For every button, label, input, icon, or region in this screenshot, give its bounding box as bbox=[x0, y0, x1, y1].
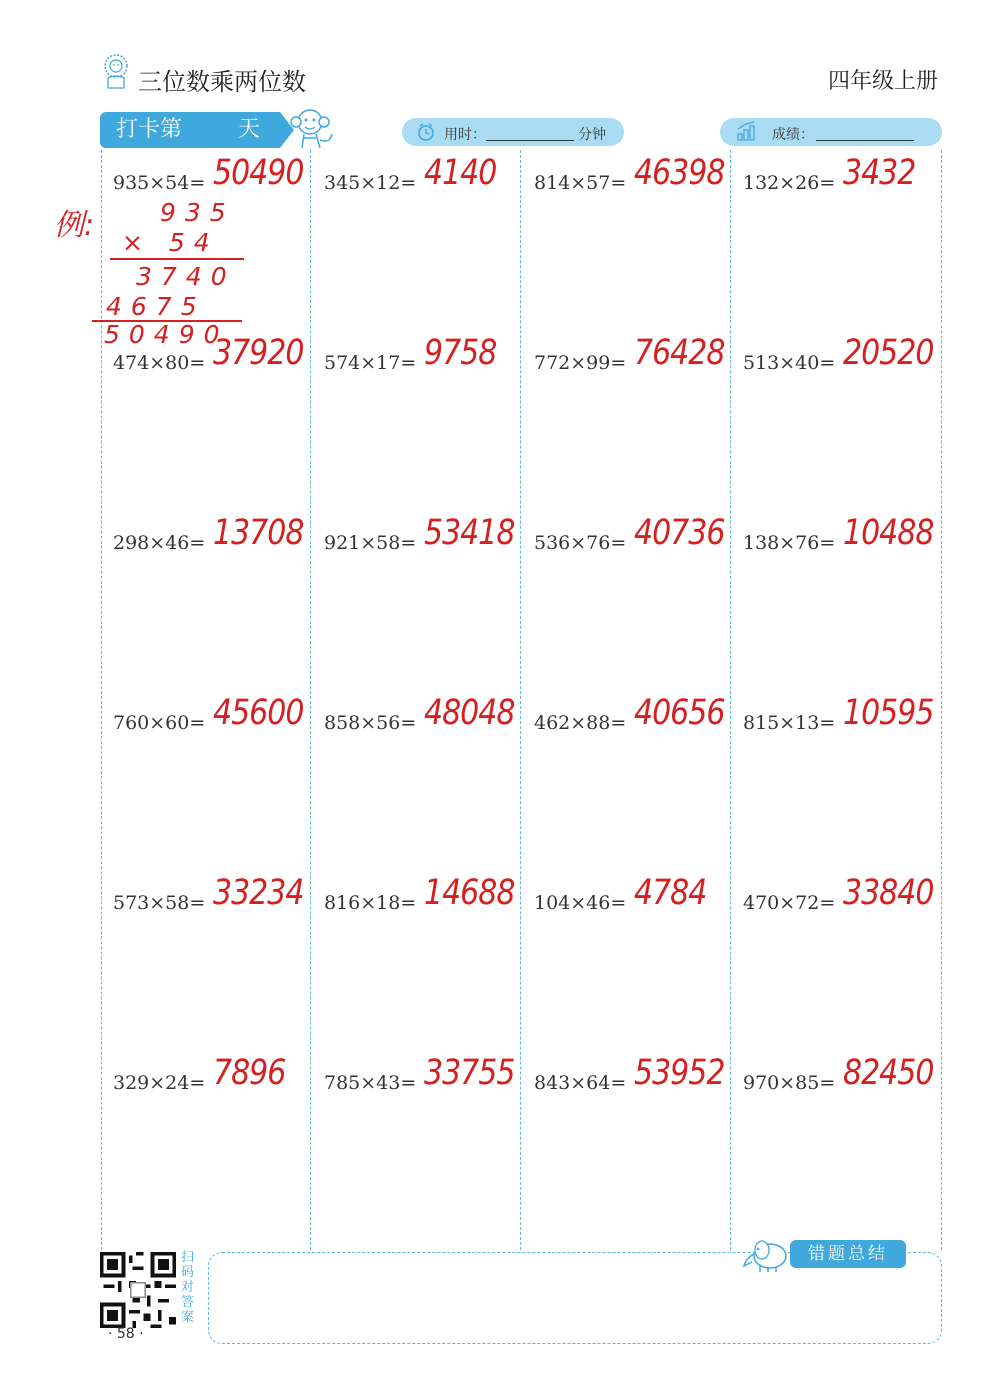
answer-text[interactable]: 33234 bbox=[213, 872, 304, 913]
answer-text[interactable]: 53952 bbox=[634, 1052, 725, 1093]
answer-text[interactable]: 53418 bbox=[424, 512, 515, 553]
mistake-summary-label: 错题总结 bbox=[790, 1240, 906, 1268]
monkey-icon bbox=[286, 104, 336, 152]
answer-text[interactable]: 3432 bbox=[843, 152, 916, 193]
column-divider bbox=[310, 150, 311, 1250]
column-divider bbox=[101, 150, 102, 1250]
example-marker: 例: bbox=[54, 208, 95, 243]
checkin-prefix: 打卡第 bbox=[116, 117, 183, 142]
problem-expression: 573×58= bbox=[113, 892, 206, 914]
work-rule bbox=[110, 258, 244, 260]
column-divider bbox=[730, 150, 731, 1250]
problem-expression: 921×58= bbox=[324, 532, 417, 554]
answer-text[interactable]: 76428 bbox=[634, 332, 725, 373]
time-unit: 分钟 bbox=[578, 127, 606, 143]
problem-expression: 474×80= bbox=[113, 352, 206, 374]
answer-text[interactable]: 46398 bbox=[634, 152, 725, 193]
time-blank[interactable] bbox=[486, 140, 574, 141]
answer-text[interactable]: 40656 bbox=[634, 692, 725, 733]
scan-answer-label: 扫码对答案 bbox=[181, 1250, 195, 1325]
lion-icon bbox=[100, 52, 132, 92]
page-title: 三位数乘两位数 bbox=[138, 68, 306, 96]
problem-expression: 814×57= bbox=[534, 172, 627, 194]
answer-text[interactable]: 13708 bbox=[213, 512, 304, 553]
grade-label: 四年级上册 bbox=[827, 69, 938, 94]
problem-expression: 329×24= bbox=[113, 1072, 206, 1094]
problem-expression: 536×76= bbox=[534, 532, 627, 554]
bar-chart-icon bbox=[736, 120, 758, 142]
answer-text[interactable]: 37920 bbox=[213, 332, 304, 373]
clock-icon bbox=[416, 122, 436, 142]
answer-text[interactable]: 14688 bbox=[424, 872, 515, 913]
problem-expression: 574×17= bbox=[324, 352, 417, 374]
work-line: 3740 bbox=[136, 262, 236, 291]
problem-expression: 772×99= bbox=[534, 352, 627, 374]
problem-expression: 104×46= bbox=[534, 892, 627, 914]
problem-expression: 138×76= bbox=[743, 532, 836, 554]
problem-expression: 858×56= bbox=[324, 712, 417, 734]
problem-expression: 298×46= bbox=[113, 532, 206, 554]
work-line: × 54 bbox=[122, 228, 219, 257]
answer-text[interactable]: 4784 bbox=[634, 872, 707, 913]
problem-expression: 470×72= bbox=[743, 892, 836, 914]
elephant-icon bbox=[740, 1234, 792, 1274]
answer-text[interactable]: 7896 bbox=[213, 1052, 286, 1093]
problem-expression: 935×54= bbox=[113, 172, 206, 194]
work-line: 50490 bbox=[104, 320, 229, 349]
answer-text[interactable]: 20520 bbox=[843, 332, 934, 373]
answer-text[interactable]: 82450 bbox=[843, 1052, 934, 1093]
score-label: 成绩： bbox=[772, 127, 814, 143]
work-line: 4675 bbox=[106, 292, 206, 321]
column-divider bbox=[520, 150, 521, 1250]
problem-expression: 760×60= bbox=[113, 712, 206, 734]
checkin-suffix: 天 bbox=[238, 117, 261, 142]
problem-expression: 132×26= bbox=[743, 172, 836, 194]
problem-expression: 843×64= bbox=[534, 1072, 627, 1094]
answer-text[interactable]: 40736 bbox=[634, 512, 725, 553]
problem-expression: 785×43= bbox=[324, 1072, 417, 1094]
problem-expression: 970×85= bbox=[743, 1072, 836, 1094]
answer-text[interactable]: 48048 bbox=[424, 692, 515, 733]
problem-expression: 345×12= bbox=[324, 172, 417, 194]
time-label: 用时： bbox=[444, 127, 486, 143]
answer-text[interactable]: 4140 bbox=[424, 152, 497, 193]
answer-text[interactable]: 10488 bbox=[843, 512, 934, 553]
work-line: 935 bbox=[160, 198, 235, 227]
answer-text[interactable]: 45600 bbox=[213, 692, 304, 733]
column-divider bbox=[941, 150, 942, 1250]
score-blank[interactable] bbox=[816, 140, 914, 141]
answer-text[interactable]: 50490 bbox=[213, 152, 304, 193]
qr-code-icon[interactable] bbox=[100, 1252, 176, 1328]
answer-text[interactable]: 33755 bbox=[424, 1052, 515, 1093]
problem-expression: 462×88= bbox=[534, 712, 627, 734]
answer-text[interactable]: 9758 bbox=[424, 332, 497, 373]
page-number: · 58 · bbox=[108, 1326, 144, 1342]
answer-text[interactable]: 33840 bbox=[843, 872, 934, 913]
problem-expression: 816×18= bbox=[324, 892, 417, 914]
answer-text[interactable]: 10595 bbox=[843, 692, 934, 733]
problem-expression: 513×40= bbox=[743, 352, 836, 374]
problem-expression: 815×13= bbox=[743, 712, 836, 734]
checkin-banner bbox=[100, 112, 280, 148]
